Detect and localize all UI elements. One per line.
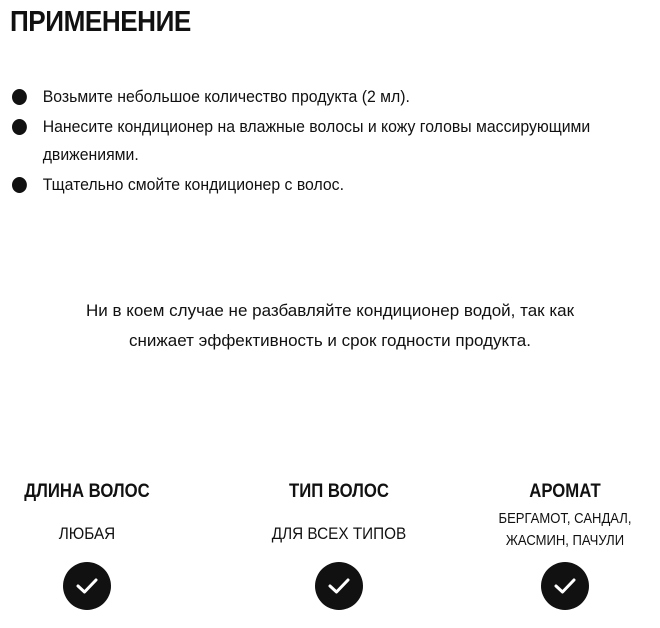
feature-hair-type (229, 478, 449, 610)
feature-title: ДЛИНА ВОЛОС (24, 481, 150, 502)
note-line: снижает эффективность и срок годности продукта. (129, 331, 531, 350)
bullet-icon (12, 119, 27, 135)
list-item (12, 113, 591, 169)
list-item (12, 83, 589, 111)
feature-value: ЛЮБАЯ (58, 524, 116, 543)
bullet-icon (12, 89, 27, 105)
check-circle-icon (541, 562, 589, 610)
warning-note (0, 296, 660, 356)
step-text: Возьмите небольшое количество продукта (2 мл). (42, 87, 410, 106)
list-item (12, 171, 589, 199)
feature-title: ТИП ВОЛОС (289, 481, 389, 502)
step-text: Тщательно смойте кондиционер с волос. (42, 175, 344, 194)
step-text: Нанесите кондиционер на влажные волосы и кожу головы массирующими движениями. (42, 117, 591, 164)
instructions-list (12, 83, 632, 201)
note-line: Ни в коем случае не разбавляйте кондиционер водой, так как (85, 301, 575, 320)
features-row (0, 478, 660, 618)
feature-title: АРОМАТ (529, 481, 601, 502)
feature-aroma (455, 478, 660, 610)
bullet-icon (12, 177, 27, 193)
check-circle-icon (63, 562, 111, 610)
check-circle-icon (315, 562, 363, 610)
feature-value: ДЛЯ ВСЕХ ТИПОВ (271, 524, 407, 543)
feature-value: БЕРГАМОТ, САНДАЛ, ЖАСМИН, ПАЧУЛИ (498, 511, 632, 549)
feature-hair-length (0, 478, 197, 610)
page-title: ПРИМЕНЕНИЕ (10, 6, 191, 38)
